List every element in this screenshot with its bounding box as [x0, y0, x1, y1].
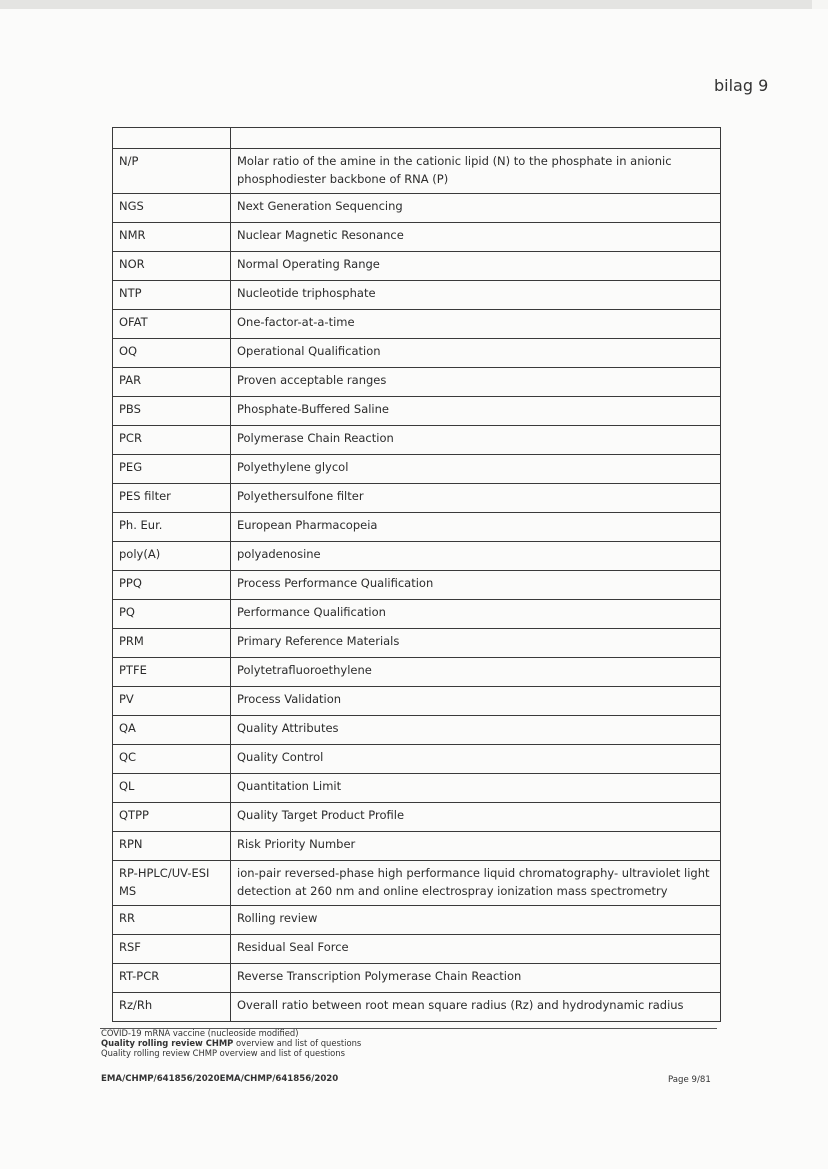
abbreviation-cell: PV: [113, 687, 231, 716]
table-row: [113, 368, 721, 397]
abbreviation-cell: PQ: [113, 600, 231, 629]
abbreviation-cell: QA: [113, 716, 231, 745]
footer-document-title-repeat: Quality rolling review CHMP overview and list of questions: [101, 1048, 345, 1058]
table-row: [113, 629, 721, 658]
abbreviation-cell: PCR: [113, 426, 231, 455]
table-row: [113, 906, 721, 935]
table-row: [113, 281, 721, 310]
abbreviation-cell: OFAT: [113, 310, 231, 339]
table-row: [113, 774, 721, 803]
definition-cell: Polytetrafluoroethylene: [231, 658, 721, 687]
definition-cell: Molar ratio of the amine in the cationic lipid (N) to the phosphate in anionic phosphodiester backbone of RNA (P): [231, 149, 721, 194]
definition-cell: Overall ratio between root mean square radius (Rz) and hydrodynamic radius: [231, 993, 721, 1022]
definition-cell: Rolling review: [231, 906, 721, 935]
table-header-row: [113, 128, 721, 149]
abbreviation-cell: QL: [113, 774, 231, 803]
definition-cell: Quality Target Product Profile: [231, 803, 721, 832]
abbreviation-cell: Ph. Eur.: [113, 513, 231, 542]
table-row: [113, 964, 721, 993]
definition-cell: Reverse Transcription Polymerase Chain Reaction: [231, 964, 721, 993]
table-row: [113, 993, 721, 1022]
footer-reference-number: EMA/CHMP/641856/2020EMA/CHMP/641856/2020: [101, 1074, 339, 1084]
abbreviation-cell: PTFE: [113, 658, 231, 687]
table-row: [113, 223, 721, 252]
table-row: [113, 687, 721, 716]
abbreviation-cell: QTPP: [113, 803, 231, 832]
definition-cell: Phosphate-Buffered Saline: [231, 397, 721, 426]
table-row: [113, 194, 721, 223]
abbreviation-cell: QC: [113, 745, 231, 774]
abbreviation-cell: NOR: [113, 252, 231, 281]
abbreviation-cell: OQ: [113, 339, 231, 368]
footer-page-number: Page 9/81: [668, 1075, 711, 1085]
definition-cell: European Pharmacopeia: [231, 513, 721, 542]
definition-cell: Risk Priority Number: [231, 832, 721, 861]
table-row: [113, 745, 721, 774]
definition-cell: ion-pair reversed-phase high performance liquid chromatography- ultraviolet light detection at 260 nm and online electrospray ionization mass spectrometry: [231, 861, 721, 906]
table-row: [113, 658, 721, 687]
abbreviation-cell: PBS: [113, 397, 231, 426]
table-row: [113, 455, 721, 484]
definition-cell: Quality Control: [231, 745, 721, 774]
header-cell-definition: [231, 128, 721, 149]
footer-document-title: [101, 1038, 361, 1048]
scan-top-edge-corner: [812, 0, 828, 9]
scan-top-edge: [0, 0, 828, 9]
footer-product-info: [101, 1028, 361, 1058]
definition-cell: Performance Qualification: [231, 600, 721, 629]
abbreviation-cell: PAR: [113, 368, 231, 397]
abbreviation-cell: PPQ: [113, 571, 231, 600]
table-row: [113, 861, 721, 906]
abbreviation-cell: PES filter: [113, 484, 231, 513]
footer-document-title-rest: overview and list of questions: [233, 1038, 362, 1048]
appendix-stamp: bilag 9: [714, 76, 769, 95]
abbreviation-cell: PRM: [113, 629, 231, 658]
abbreviation-cell: NTP: [113, 281, 231, 310]
abbreviation-cell: N/P: [113, 149, 231, 194]
abbreviation-cell: RPN: [113, 832, 231, 861]
abbreviation-cell: RR: [113, 906, 231, 935]
table-row: [113, 542, 721, 571]
definition-cell: Residual Seal Force: [231, 935, 721, 964]
table-row: [113, 397, 721, 426]
abbreviation-cell: RSF: [113, 935, 231, 964]
table-row: [113, 252, 721, 281]
definition-cell: Normal Operating Range: [231, 252, 721, 281]
table-row: [113, 426, 721, 455]
abbreviations-table-body: [113, 128, 721, 1022]
definition-cell: One-factor-at-a-time: [231, 310, 721, 339]
definition-cell: Polyethersulfone filter: [231, 484, 721, 513]
definition-cell: Polyethylene glycol: [231, 455, 721, 484]
definition-cell: Polymerase Chain Reaction: [231, 426, 721, 455]
definition-cell: Primary Reference Materials: [231, 629, 721, 658]
definition-cell: Nuclear Magnetic Resonance: [231, 223, 721, 252]
table-row: [113, 571, 721, 600]
abbreviation-cell: Rz/Rh: [113, 993, 231, 1022]
table-row: [113, 484, 721, 513]
definition-cell: polyadenosine: [231, 542, 721, 571]
table-row: [113, 935, 721, 964]
table-row: [113, 600, 721, 629]
table-row: [113, 803, 721, 832]
table-row: [113, 832, 721, 861]
definition-cell: Nucleotide triphosphate: [231, 281, 721, 310]
definition-cell: Proven acceptable ranges: [231, 368, 721, 397]
table-row: [113, 310, 721, 339]
table-row: [113, 339, 721, 368]
footer-document-title-bold: Quality rolling review CHMP: [101, 1038, 234, 1048]
footer-product-name: COVID-19 mRNA vaccine (nucleoside modified): [101, 1028, 299, 1038]
header-cell-abbreviation: [113, 128, 231, 149]
definition-cell: Operational Qualification: [231, 339, 721, 368]
definition-cell: Quality Attributes: [231, 716, 721, 745]
abbreviation-cell: RT-PCR: [113, 964, 231, 993]
abbreviation-cell: poly(A): [113, 542, 231, 571]
definition-cell: Process Performance Qualification: [231, 571, 721, 600]
abbreviation-cell: NMR: [113, 223, 231, 252]
definition-cell: Process Validation: [231, 687, 721, 716]
definition-cell: Next Generation Sequencing: [231, 194, 721, 223]
abbreviation-cell: RP-HPLC/UV-ESI MS: [113, 861, 231, 906]
table-row: [113, 149, 721, 194]
abbreviation-cell: PEG: [113, 455, 231, 484]
abbreviation-cell: NGS: [113, 194, 231, 223]
table-row: [113, 716, 721, 745]
table-row: [113, 513, 721, 542]
abbreviations-table: [112, 127, 721, 1022]
definition-cell: Quantitation Limit: [231, 774, 721, 803]
